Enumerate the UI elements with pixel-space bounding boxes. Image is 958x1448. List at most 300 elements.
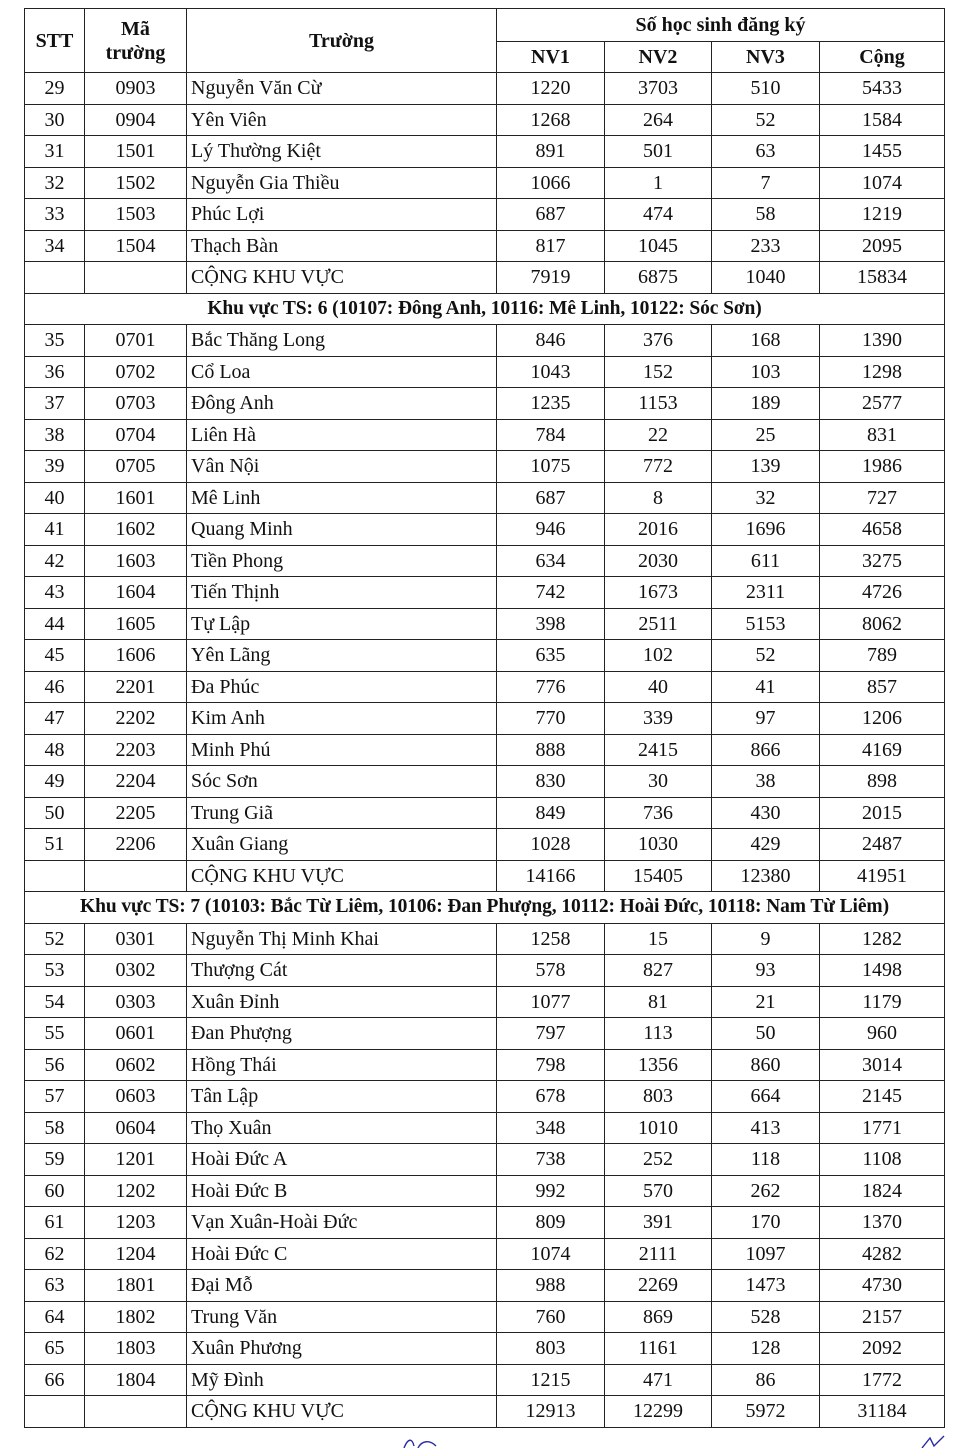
cell-cong: 1370 (820, 1207, 945, 1239)
cell-stt: 38 (25, 419, 85, 451)
cell-truong: Đại Mỗ (187, 1270, 497, 1302)
cell-cong: 1282 (820, 923, 945, 955)
total-nv3: 12380 (712, 860, 820, 892)
region-label: Khu vực TS: 7 (10103: Bắc Từ Liêm, 10106: Đan Phượng, 10112: Hoài Đức, 10118: Nam Từ Liêm) (25, 892, 945, 924)
cell-truong: Đan Phượng (187, 1018, 497, 1050)
cell-truong: Nguyễn Gia Thiều (187, 167, 497, 199)
cell-truong: Thượng Cát (187, 955, 497, 987)
cell-truong: Liên Hà (187, 419, 497, 451)
cell-nv3: 429 (712, 829, 820, 861)
cell-nv1: 891 (497, 136, 605, 168)
cell-nv2: 391 (605, 1207, 712, 1239)
cell-cong: 1498 (820, 955, 945, 987)
cell-ma-truong: 1603 (85, 545, 187, 577)
cell-stt: 62 (25, 1238, 85, 1270)
table-row (25, 640, 945, 672)
table-row (25, 199, 945, 231)
cell-nv1: 849 (497, 797, 605, 829)
cell-truong: Quang Minh (187, 514, 497, 546)
cell-nv3: 93 (712, 955, 820, 987)
cell-stt: 59 (25, 1144, 85, 1176)
cell-nv1: 946 (497, 514, 605, 546)
total-label: CỘNG KHU VỰC (187, 860, 497, 892)
table-row (25, 1049, 945, 1081)
cell-truong: Xuân Phương (187, 1333, 497, 1365)
cell-nv2: 15 (605, 923, 712, 955)
table-row (25, 325, 945, 357)
cell-nv1: 678 (497, 1081, 605, 1113)
cell-nv2: 1010 (605, 1112, 712, 1144)
cell-truong: Mê Linh (187, 482, 497, 514)
header-ma-truong: Mã trường (85, 9, 187, 73)
cell-nv2: 264 (605, 104, 712, 136)
table-row (25, 1175, 945, 1207)
table-row (25, 388, 945, 420)
table-row (25, 482, 945, 514)
cell-truong: Lý Thường Kiệt (187, 136, 497, 168)
table-row (25, 986, 945, 1018)
cell-truong: Đa Phúc (187, 671, 497, 703)
cell-ma-truong: 0604 (85, 1112, 187, 1144)
cell-truong: Thọ Xuân (187, 1112, 497, 1144)
cell-nv3: 1473 (712, 1270, 820, 1302)
cell-stt: 46 (25, 671, 85, 703)
header-truong: Trường (187, 9, 497, 73)
cell-nv2: 2269 (605, 1270, 712, 1302)
table-row (25, 451, 945, 483)
cell-nv2: 376 (605, 325, 712, 357)
cell-nv3: 128 (712, 1333, 820, 1365)
cell-truong: Yên Viên (187, 104, 497, 136)
cell-nv1: 398 (497, 608, 605, 640)
cell-ma-truong: 1504 (85, 230, 187, 262)
cell-nv3: 97 (712, 703, 820, 735)
cell-stt: 50 (25, 797, 85, 829)
cell-ma-truong: 0705 (85, 451, 187, 483)
total-nv2: 12299 (605, 1396, 712, 1428)
cell-ma-truong: 1605 (85, 608, 187, 640)
cell-cong: 1219 (820, 199, 945, 231)
cell-ma-truong: 1503 (85, 199, 187, 231)
cell-ma-truong: 2204 (85, 766, 187, 798)
cell-truong: Yên Lãng (187, 640, 497, 672)
cell-truong: Nguyễn Văn Cừ (187, 73, 497, 105)
cell-stt: 43 (25, 577, 85, 609)
table-row (25, 829, 945, 861)
cell-cong: 898 (820, 766, 945, 798)
cell-cong: 831 (820, 419, 945, 451)
cell-stt: 42 (25, 545, 85, 577)
cell-truong: Tân Lập (187, 1081, 497, 1113)
cell-cong: 1390 (820, 325, 945, 357)
cell-nv2: 1 (605, 167, 712, 199)
cell-nv3: 2311 (712, 577, 820, 609)
cell-ma-truong: 0301 (85, 923, 187, 955)
cell-ma-truong: 0702 (85, 356, 187, 388)
cell-ma-truong: 1803 (85, 1333, 187, 1365)
cell-stt: 58 (25, 1112, 85, 1144)
cell-empty (85, 262, 187, 294)
cell-nv1: 634 (497, 545, 605, 577)
cell-nv2: 570 (605, 1175, 712, 1207)
cell-nv3: 118 (712, 1144, 820, 1176)
table-row (25, 230, 945, 262)
table-row (25, 1207, 945, 1239)
cell-ma-truong: 1601 (85, 482, 187, 514)
table-row (25, 356, 945, 388)
cell-stt: 39 (25, 451, 85, 483)
cell-cong: 1206 (820, 703, 945, 735)
cell-nv3: 86 (712, 1364, 820, 1396)
cell-truong: Xuân Đỉnh (187, 986, 497, 1018)
cell-nv1: 1075 (497, 451, 605, 483)
table-row (25, 167, 945, 199)
cell-ma-truong: 2203 (85, 734, 187, 766)
cell-nv2: 1161 (605, 1333, 712, 1365)
cell-nv1: 578 (497, 955, 605, 987)
cell-nv3: 7 (712, 167, 820, 199)
cell-cong: 1986 (820, 451, 945, 483)
cell-nv3: 52 (712, 640, 820, 672)
cell-nv3: 866 (712, 734, 820, 766)
header-nv2: NV2 (605, 42, 712, 73)
cell-nv3: 1696 (712, 514, 820, 546)
cell-cong: 2092 (820, 1333, 945, 1365)
cell-empty (85, 860, 187, 892)
cell-cong: 5433 (820, 73, 945, 105)
total-nv3: 1040 (712, 262, 820, 294)
cell-ma-truong: 1804 (85, 1364, 187, 1396)
cell-ma-truong: 2202 (85, 703, 187, 735)
cell-cong: 1298 (820, 356, 945, 388)
cell-nv3: 58 (712, 199, 820, 231)
cell-nv2: 869 (605, 1301, 712, 1333)
cell-truong: Tiền Phong (187, 545, 497, 577)
cell-empty (25, 262, 85, 294)
table-row (25, 734, 945, 766)
cell-nv3: 38 (712, 766, 820, 798)
cell-nv2: 252 (605, 1144, 712, 1176)
cell-truong: Hoài Đức B (187, 1175, 497, 1207)
total-row (25, 262, 945, 294)
cell-nv1: 635 (497, 640, 605, 672)
cell-cong: 960 (820, 1018, 945, 1050)
table-row (25, 1301, 945, 1333)
total-label: CỘNG KHU VỰC (187, 262, 497, 294)
cell-nv1: 809 (497, 1207, 605, 1239)
cell-truong: Phúc Lợi (187, 199, 497, 231)
cell-empty (25, 1396, 85, 1428)
cell-truong: Cổ Loa (187, 356, 497, 388)
cell-truong: Trung Giã (187, 797, 497, 829)
header-stt: STT (25, 9, 85, 73)
cell-nv1: 738 (497, 1144, 605, 1176)
cell-nv3: 5153 (712, 608, 820, 640)
table-row (25, 136, 945, 168)
cell-stt: 35 (25, 325, 85, 357)
cell-stt: 49 (25, 766, 85, 798)
table-row (25, 671, 945, 703)
cell-cong: 4282 (820, 1238, 945, 1270)
table-header (25, 9, 945, 73)
cell-truong: Trung Văn (187, 1301, 497, 1333)
cell-nv1: 797 (497, 1018, 605, 1050)
cell-stt: 32 (25, 167, 85, 199)
table-row (25, 577, 945, 609)
cell-truong: Hoài Đức C (187, 1238, 497, 1270)
cell-nv3: 611 (712, 545, 820, 577)
cell-stt: 52 (25, 923, 85, 955)
cell-nv3: 528 (712, 1301, 820, 1333)
cell-nv3: 139 (712, 451, 820, 483)
cell-nv2: 1153 (605, 388, 712, 420)
cell-nv3: 21 (712, 986, 820, 1018)
table-row (25, 703, 945, 735)
cell-stt: 33 (25, 199, 85, 231)
cell-ma-truong: 0904 (85, 104, 187, 136)
cell-cong: 4169 (820, 734, 945, 766)
cell-truong: Hồng Thái (187, 1049, 497, 1081)
cell-nv1: 770 (497, 703, 605, 735)
cell-nv2: 736 (605, 797, 712, 829)
cell-truong: Hoài Đức A (187, 1144, 497, 1176)
table-row (25, 514, 945, 546)
cell-cong: 4658 (820, 514, 945, 546)
region-label: Khu vực TS: 6 (10107: Đông Anh, 10116: Mê Linh, 10122: Sóc Sơn) (25, 293, 945, 325)
total-cong: 41951 (820, 860, 945, 892)
cell-ma-truong: 1801 (85, 1270, 187, 1302)
cell-cong: 1771 (820, 1112, 945, 1144)
cell-truong: Mỹ Đình (187, 1364, 497, 1396)
table-row (25, 1018, 945, 1050)
cell-nv2: 22 (605, 419, 712, 451)
cell-nv2: 501 (605, 136, 712, 168)
cell-nv3: 189 (712, 388, 820, 420)
cell-empty (25, 860, 85, 892)
cell-stt: 37 (25, 388, 85, 420)
cell-nv1: 687 (497, 482, 605, 514)
total-row (25, 860, 945, 892)
cell-nv1: 348 (497, 1112, 605, 1144)
cell-nv3: 25 (712, 419, 820, 451)
cell-truong: Đông Anh (187, 388, 497, 420)
cell-truong: Kim Anh (187, 703, 497, 735)
cell-cong: 2145 (820, 1081, 945, 1113)
cell-ma-truong: 1802 (85, 1301, 187, 1333)
cell-nv1: 784 (497, 419, 605, 451)
cell-nv2: 772 (605, 451, 712, 483)
cell-nv3: 664 (712, 1081, 820, 1113)
table-row (25, 1333, 945, 1365)
cell-nv2: 102 (605, 640, 712, 672)
cell-nv1: 776 (497, 671, 605, 703)
cell-ma-truong: 1502 (85, 167, 187, 199)
table-row (25, 1112, 945, 1144)
table-row (25, 1238, 945, 1270)
total-nv1: 12913 (497, 1396, 605, 1428)
total-nv1: 14166 (497, 860, 605, 892)
header-nv3: NV3 (712, 42, 820, 73)
cell-nv2: 152 (605, 356, 712, 388)
cell-stt: 34 (25, 230, 85, 262)
cell-nv1: 830 (497, 766, 605, 798)
cell-nv2: 1356 (605, 1049, 712, 1081)
cell-cong: 1108 (820, 1144, 945, 1176)
cell-cong: 3275 (820, 545, 945, 577)
cell-stt: 65 (25, 1333, 85, 1365)
cell-stt: 60 (25, 1175, 85, 1207)
cell-stt: 41 (25, 514, 85, 546)
table-row (25, 923, 945, 955)
cell-nv1: 1043 (497, 356, 605, 388)
cell-nv2: 471 (605, 1364, 712, 1396)
cell-ma-truong: 0602 (85, 1049, 187, 1081)
cell-ma-truong: 1202 (85, 1175, 187, 1207)
cell-nv2: 1673 (605, 577, 712, 609)
cell-nv2: 2415 (605, 734, 712, 766)
cell-cong: 1455 (820, 136, 945, 168)
cell-stt: 56 (25, 1049, 85, 1081)
cell-ma-truong: 2206 (85, 829, 187, 861)
cell-cong: 4726 (820, 577, 945, 609)
cell-nv1: 1028 (497, 829, 605, 861)
cell-nv3: 510 (712, 73, 820, 105)
cell-ma-truong: 1606 (85, 640, 187, 672)
cell-stt: 45 (25, 640, 85, 672)
cell-nv3: 63 (712, 136, 820, 168)
cell-nv1: 687 (497, 199, 605, 231)
cell-empty (85, 1396, 187, 1428)
cell-ma-truong: 1501 (85, 136, 187, 168)
table-row (25, 955, 945, 987)
cell-cong: 2157 (820, 1301, 945, 1333)
cell-nv1: 1077 (497, 986, 605, 1018)
cell-nv1: 760 (497, 1301, 605, 1333)
cell-nv2: 2511 (605, 608, 712, 640)
signature-mark (400, 1436, 480, 1448)
cell-nv2: 803 (605, 1081, 712, 1113)
cell-cong: 857 (820, 671, 945, 703)
cell-truong: Tự Lập (187, 608, 497, 640)
table-row (25, 1144, 945, 1176)
cell-nv3: 860 (712, 1049, 820, 1081)
cell-nv3: 413 (712, 1112, 820, 1144)
cell-cong: 1584 (820, 104, 945, 136)
cell-cong: 3014 (820, 1049, 945, 1081)
header-so-hoc-sinh: Số học sinh đăng ký (497, 9, 945, 42)
header-cong: Cộng (820, 42, 945, 73)
cell-cong: 789 (820, 640, 945, 672)
table-row (25, 419, 945, 451)
cell-cong: 1074 (820, 167, 945, 199)
cell-stt: 53 (25, 955, 85, 987)
cell-nv3: 170 (712, 1207, 820, 1239)
cell-ma-truong: 0704 (85, 419, 187, 451)
cell-ma-truong: 1203 (85, 1207, 187, 1239)
header-nv1: NV1 (497, 42, 605, 73)
cell-stt: 66 (25, 1364, 85, 1396)
cell-nv3: 52 (712, 104, 820, 136)
cell-nv1: 992 (497, 1175, 605, 1207)
cell-nv3: 32 (712, 482, 820, 514)
total-nv2: 6875 (605, 262, 712, 294)
cell-cong: 1772 (820, 1364, 945, 1396)
cell-nv1: 988 (497, 1270, 605, 1302)
cell-stt: 55 (25, 1018, 85, 1050)
cell-nv1: 817 (497, 230, 605, 262)
cell-nv2: 40 (605, 671, 712, 703)
cell-ma-truong: 0303 (85, 986, 187, 1018)
cell-stt: 40 (25, 482, 85, 514)
table-row (25, 766, 945, 798)
total-label: CỘNG KHU VỰC (187, 1396, 497, 1428)
cell-nv1: 1268 (497, 104, 605, 136)
cell-truong: Thạch Bàn (187, 230, 497, 262)
cell-ma-truong: 0603 (85, 1081, 187, 1113)
cell-nv2: 81 (605, 986, 712, 1018)
cell-nv1: 798 (497, 1049, 605, 1081)
cell-nv2: 827 (605, 955, 712, 987)
cell-nv1: 1235 (497, 388, 605, 420)
cell-stt: 31 (25, 136, 85, 168)
cell-stt: 57 (25, 1081, 85, 1113)
region-header-row (25, 293, 945, 325)
cell-nv2: 2016 (605, 514, 712, 546)
cell-nv2: 2030 (605, 545, 712, 577)
cell-truong: Xuân Giang (187, 829, 497, 861)
cell-nv2: 1030 (605, 829, 712, 861)
cell-cong: 2095 (820, 230, 945, 262)
cell-ma-truong: 0903 (85, 73, 187, 105)
cell-nv2: 3703 (605, 73, 712, 105)
cell-stt: 64 (25, 1301, 85, 1333)
cell-nv2: 2111 (605, 1238, 712, 1270)
cell-nv3: 430 (712, 797, 820, 829)
cell-nv1: 742 (497, 577, 605, 609)
cell-stt: 47 (25, 703, 85, 735)
cell-stt: 63 (25, 1270, 85, 1302)
table-body (25, 73, 945, 1428)
table-row (25, 1364, 945, 1396)
cell-nv2: 8 (605, 482, 712, 514)
cell-truong: Sóc Sơn (187, 766, 497, 798)
cell-stt: 44 (25, 608, 85, 640)
cell-nv3: 103 (712, 356, 820, 388)
cell-cong: 8062 (820, 608, 945, 640)
table-row (25, 797, 945, 829)
cell-truong: Nguyễn Thị Minh Khai (187, 923, 497, 955)
cell-stt: 30 (25, 104, 85, 136)
cell-nv2: 113 (605, 1018, 712, 1050)
cell-stt: 36 (25, 356, 85, 388)
cell-ma-truong: 2205 (85, 797, 187, 829)
total-cong: 31184 (820, 1396, 945, 1428)
cell-ma-truong: 2201 (85, 671, 187, 703)
cell-cong: 727 (820, 482, 945, 514)
cell-stt: 51 (25, 829, 85, 861)
cell-stt: 29 (25, 73, 85, 105)
total-nv1: 7919 (497, 262, 605, 294)
cell-ma-truong: 0701 (85, 325, 187, 357)
cell-cong: 2487 (820, 829, 945, 861)
cell-nv3: 233 (712, 230, 820, 262)
cell-stt: 48 (25, 734, 85, 766)
cell-ma-truong: 1602 (85, 514, 187, 546)
cell-truong: Vạn Xuân-Hoài Đức (187, 1207, 497, 1239)
table-row (25, 1081, 945, 1113)
cell-truong: Minh Phú (187, 734, 497, 766)
cell-cong: 2015 (820, 797, 945, 829)
